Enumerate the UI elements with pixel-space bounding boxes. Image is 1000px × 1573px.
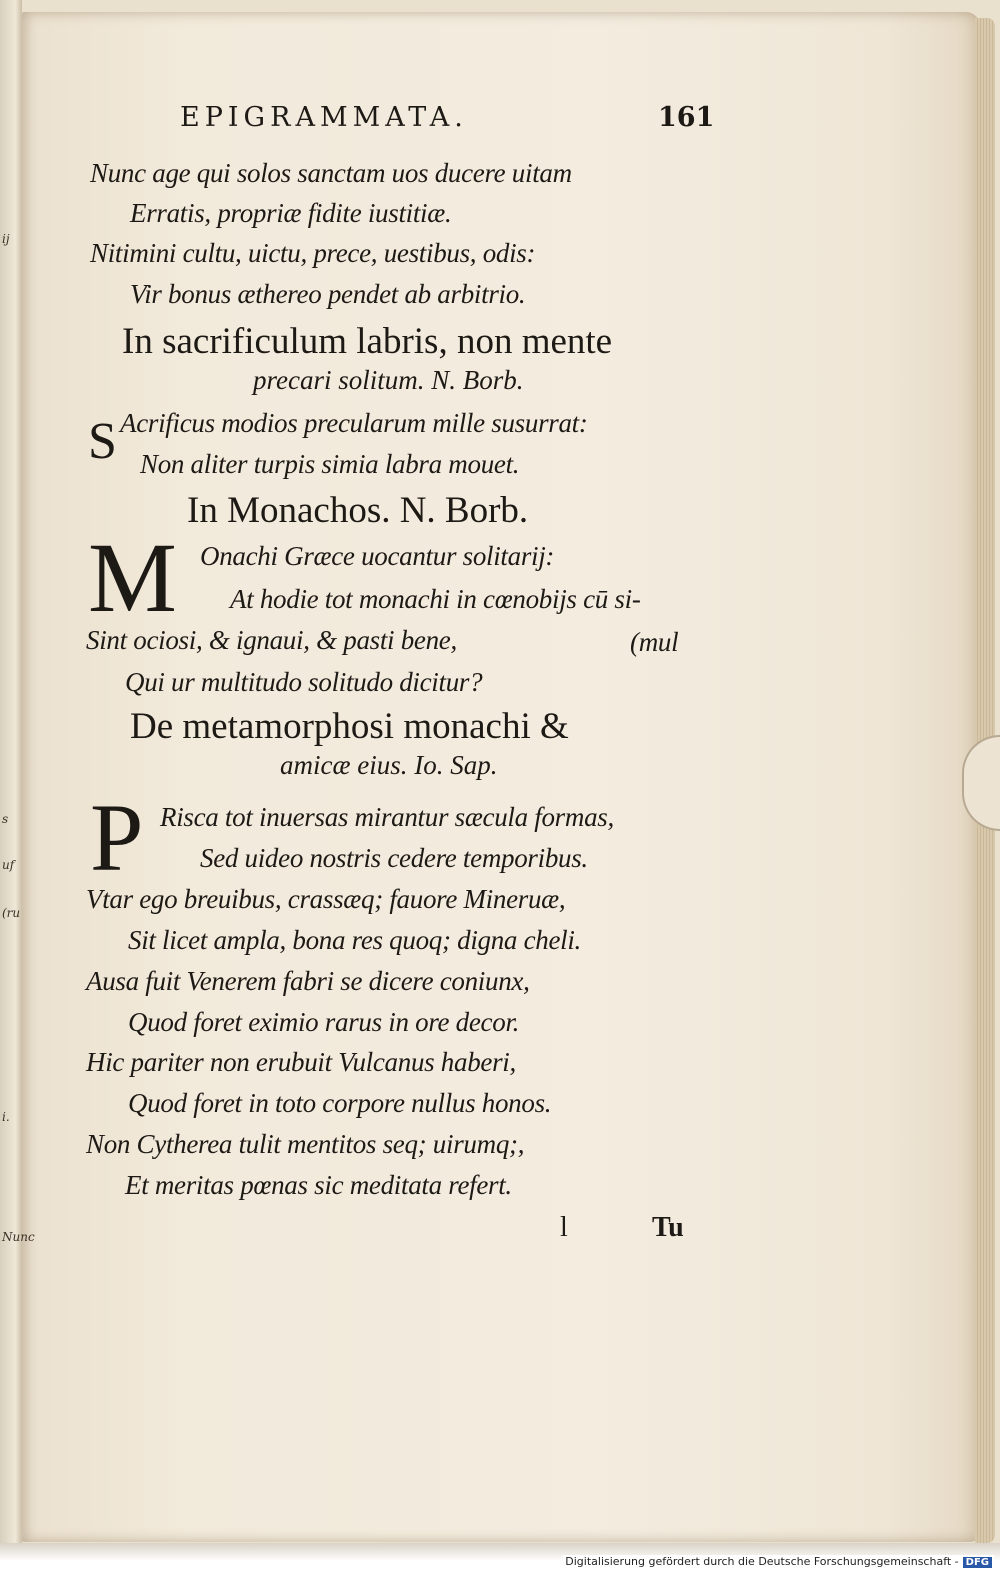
- drop-initial: P: [90, 784, 144, 891]
- margin-note: Nunc: [2, 1230, 35, 1244]
- verse-line: Risca tot inuersas mirantur sæcula formas,: [160, 802, 614, 832]
- poem-heading: In sacrificulum labris, non mente: [122, 321, 613, 362]
- margin-note: uf: [2, 858, 15, 872]
- dfg-logo: DFG: [963, 1557, 992, 1568]
- verse-line: Erratis, propriæ fidite iustitiæ.: [130, 198, 452, 228]
- margin-note: (ru: [2, 906, 21, 920]
- verse-line: Non Cytherea tulit mentitos seq; uirumq;,: [86, 1129, 525, 1159]
- page-number: 161: [658, 102, 715, 133]
- poem-attribution: precari solitum. N. Borb.: [253, 365, 524, 395]
- margin-note: ij: [2, 232, 10, 246]
- verse-line: Vir bonus æthereo pendet ab arbitrio.: [130, 279, 526, 309]
- verse-line: Sed uideo nostris cedere temporibus.: [200, 843, 588, 873]
- drop-initial: M: [88, 522, 177, 633]
- verse-line: Quod foret in toto corpore nullus honos.: [128, 1088, 552, 1118]
- funding-credit: [563, 1555, 994, 1568]
- verse-line-runover: (mul: [630, 627, 679, 657]
- margin-note: s: [2, 812, 9, 826]
- poem-heading: De metamorphosi monachi &: [130, 706, 569, 747]
- verse-line: Nitimini cultu, uictu, prece, uestibus, odis:: [90, 238, 536, 268]
- verse-line: Vtar ego breuibus, crassæq; fauore Mineruæ,: [86, 884, 566, 914]
- verse-line: Sit licet ampla, bona res quoq; digna cheli.: [128, 925, 581, 955]
- verse-line: Qui ur multitudo solitudo dicitur?: [125, 667, 483, 697]
- verse-line: Quod foret eximio rarus in ore decor.: [128, 1007, 520, 1037]
- poem-attribution: amicæ eius. Io. Sap.: [280, 750, 498, 780]
- margin-note: i.: [2, 1110, 10, 1124]
- verse-line: Onachi Græce uocantur solitarij:: [200, 541, 555, 571]
- drop-initial: S: [88, 413, 117, 470]
- verse-line: Acrificus modios precularum mille susurrat:: [120, 408, 588, 438]
- signature-mark: l: [560, 1212, 568, 1243]
- poem-heading: In Monachos. N. Borb.: [187, 490, 529, 531]
- verse-line: Sint ociosi, & ignaui, & pasti bene,: [86, 625, 457, 655]
- verse-line: At hodie tot monachi in cœnobijs cū si-: [230, 584, 641, 614]
- verse-line: Nunc age qui solos sanctam uos ducere uitam: [90, 158, 572, 188]
- verse-line: Non aliter turpis simia labra mouet.: [140, 449, 520, 479]
- verse-line: Hic pariter non erubuit Vulcanus haberi,: [86, 1047, 516, 1077]
- verse-line: Ausa fuit Venerem fabri se dicere coniunx,: [86, 966, 530, 996]
- verse-line: Et meritas pœnas sic meditata refert.: [125, 1170, 512, 1200]
- credit-text: Digitalisierung gefördert durch die Deutsche Forschungsgemeinschaft -: [565, 1555, 959, 1568]
- running-header: [180, 102, 715, 142]
- running-title: EPIGRAMMATA.: [180, 102, 468, 133]
- catchword: Tu: [652, 1212, 684, 1243]
